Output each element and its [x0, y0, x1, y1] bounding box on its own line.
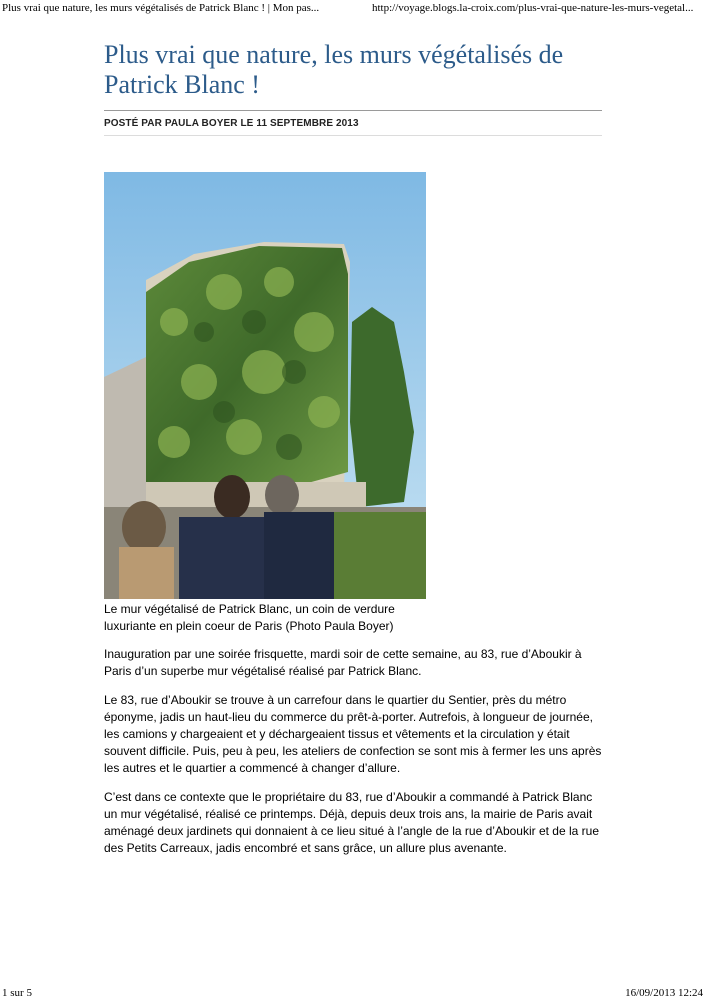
print-url[interactable]: http://voyage.blogs.la-croix.com/plus-vrai-que-nature-les-murs-vegetal... — [372, 2, 694, 14]
print-page-title: Plus vrai que nature, les murs végétalisés de Patrick Blanc ! | Mon pas... — [2, 2, 320, 14]
article-byline: POSTÉ PAR PAULA BOYER LE 11 SEPTEMBRE 2013 — [104, 118, 359, 129]
paragraph: Inauguration par une soirée frisquette, mardi soir de cette semaine, au 83, rue d’Aboukir à Paris d’un superbe mur végétalisé réalisé par Patrick Blanc. — [104, 647, 582, 678]
title-divider — [104, 110, 602, 111]
article-header — [104, 40, 602, 136]
caption-line: Le mur végétalisé de Patrick Blanc, un coin de verdure — [104, 602, 395, 616]
print-footer — [0, 986, 707, 1000]
paragraph: Le 83, rue d’Aboukir se trouve à un carrefour dans le quartier du Sentier, près du métro éponyme, jadis un haut-lieu du commerce du prêt-à-porter. Autrefois, à longueur de journée, les camions y chargeaient et y déchargeaient tissus et vêtements et la circulation y était souvent difficile. Puis, peu à peu, les ateliers de confection se sont mis à fermer les uns après les autres et le quartier a commencé à changer d’allure. — [104, 693, 602, 775]
print-header — [0, 0, 707, 16]
byline-divider — [104, 135, 602, 136]
caption-line: luxuriante en plein coeur de Paris (Photo Paula Boyer) — [104, 619, 394, 633]
article-photo — [104, 172, 426, 599]
paragraph: C’est dans ce contexte que le propriétaire du 83, rue d’Aboukir a commandé à Patrick Blanc un mur végétalisé, réalisé ce printemps. Déjà, depuis deux trois ans, la mairie de Paris avait aménagé deux jardinets qui donnaient à ce lieu situé à l’angle de la rue d’Aboukir et de la rue des Petits Carreaux, jadis encombré et sans grâce, un allure plus avenante. — [104, 790, 599, 855]
page-count: 1 sur 5 — [2, 987, 32, 999]
print-datetime: 16/09/2013 12:24 — [625, 987, 703, 999]
photo-caption — [104, 601, 434, 635]
article-body — [104, 646, 604, 869]
article-title[interactable]: Plus vrai que nature, les murs végétalisés de Patrick Blanc ! — [104, 40, 564, 99]
